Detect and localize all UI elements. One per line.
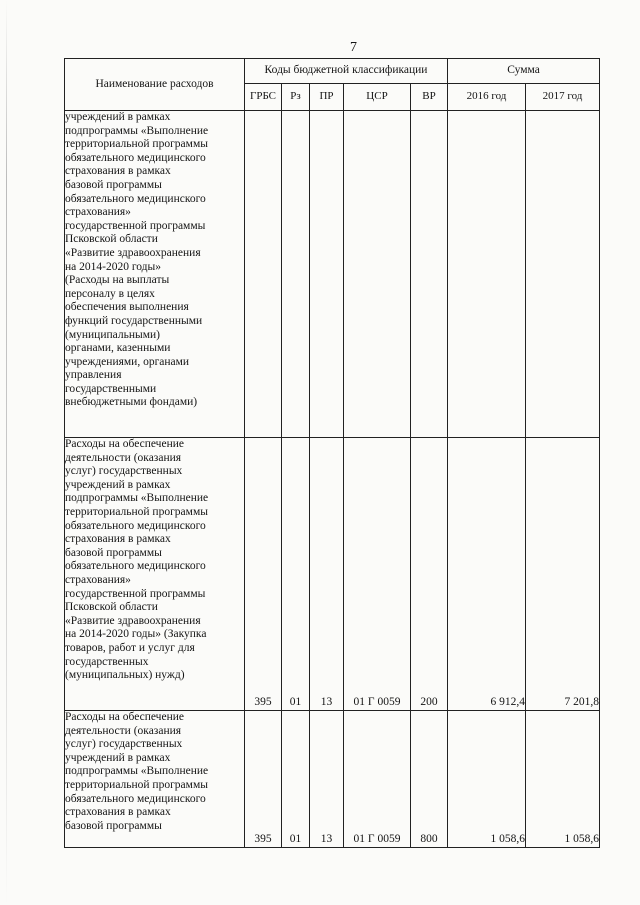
table-row [65, 111, 600, 438]
grbs-cell [245, 111, 282, 438]
table-row [65, 438, 600, 711]
sum-2016-cell: 1 058,6 [448, 711, 526, 848]
vr-cell [411, 111, 448, 438]
header-rz: Рз [282, 84, 310, 111]
csr-cell [344, 111, 411, 438]
sum-2016-cell: 6 912,4 [448, 438, 526, 711]
table-row [65, 711, 600, 848]
sum-2017-cell [526, 111, 600, 438]
header-grbs: ГРБС [245, 84, 282, 111]
expense-name: учреждений в рамках подпрограммы «Выполнение территориальной программы обязательного медицинского страхования в рамках базовой программы обязательного медицинского страхования» государственной программы Псковской области «Развитие здравоохранения на 2014-2020 годы» (Расходы на выплаты персоналу в целях обеспечения выполнения функций государственными (муниципальными) органами, казенными учреждениями, органами управления государственными внебюджетными фондами) [65, 111, 245, 438]
expense-name: Расходы на обеспечение деятельности (оказания услуг) государственных учреждений в рамках подпрограммы «Выполнение территориальной программы обязательного медицинского страхования в рамках базовой программы обязательного медицинского страхования» государственной программы Псковской области «Развитие здравоохранения на 2014-2020 годы» (Закупка товаров, работ и услуг для государственных (муниципальных) нужд) [65, 438, 245, 711]
grbs-cell: 395 [245, 438, 282, 711]
budget-table [64, 58, 600, 848]
header-codes-group: Коды бюджетной классификации [245, 59, 448, 84]
scan-edge [6, 0, 7, 905]
pr-cell [310, 111, 344, 438]
vr-cell: 800 [411, 711, 448, 848]
header-2016: 2016 год [448, 84, 526, 111]
header-csr: ЦСР [344, 84, 411, 111]
vr-cell: 200 [411, 438, 448, 711]
header-pr: ПР [310, 84, 344, 111]
page-number: 7 [350, 40, 357, 55]
sum-2016-cell [448, 111, 526, 438]
csr-cell: 01 Г 0059 [344, 711, 411, 848]
header-sum-group: Сумма [448, 59, 600, 84]
sum-2017-cell: 7 201,8 [526, 438, 600, 711]
grbs-cell: 395 [245, 711, 282, 848]
expense-name: Расходы на обеспечение деятельности (оказания услуг) государственных учреждений в рамках подпрограммы «Выполнение территориальной программы обязательного медицинского страхования в рамках базовой программы [65, 711, 245, 848]
rz-cell: 01 [282, 438, 310, 711]
header-vr: ВР [411, 84, 448, 111]
sum-2017-cell: 1 058,6 [526, 711, 600, 848]
csr-cell: 01 Г 0059 [344, 438, 411, 711]
rz-cell [282, 111, 310, 438]
header-name-column: Наименование расходов [65, 59, 245, 111]
header-2017: 2017 год [526, 84, 600, 111]
pr-cell: 13 [310, 711, 344, 848]
rz-cell: 01 [282, 711, 310, 848]
pr-cell: 13 [310, 438, 344, 711]
